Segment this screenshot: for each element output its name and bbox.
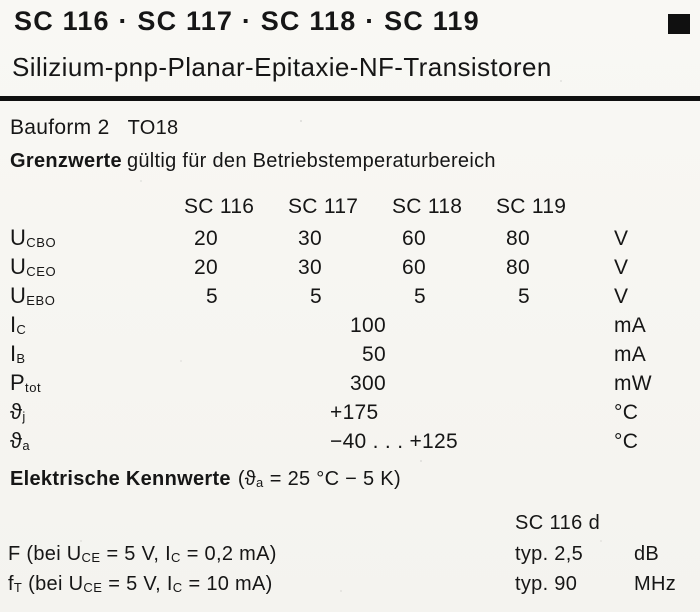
param-symbol-subscript: T	[13, 580, 23, 595]
condition-rest: = 25 °C − 5 K)	[263, 468, 401, 490]
symbol-subscript: B	[16, 351, 26, 366]
symbol-subscript: j	[22, 409, 26, 424]
limit-symbol	[10, 368, 176, 400]
symbol-subscript: CBO	[26, 235, 57, 250]
unit-label: V	[614, 285, 629, 308]
limit-value	[176, 224, 280, 253]
limit-symbol	[10, 397, 176, 429]
theta-symbol: ϑ	[10, 399, 23, 424]
theta-symbol: ϑ	[10, 428, 23, 453]
table-row-uebo	[10, 281, 694, 310]
unit-label: mA	[614, 314, 647, 337]
page-title: SC 116 · SC 117 · SC 118 · SC 119	[14, 6, 480, 36]
value-common: 100	[350, 314, 386, 337]
electrical-row-noise-figure	[8, 543, 694, 566]
limit-symbol	[10, 310, 176, 342]
column-header-sc117: SC 117	[288, 195, 359, 218]
unit-label: °C	[614, 430, 639, 453]
condition-subscript: a	[256, 475, 264, 490]
limit-value	[488, 224, 592, 253]
electrical-condition	[238, 468, 401, 490]
symbol-letter: I	[10, 341, 17, 366]
column-header-sc119: SC 119	[496, 195, 567, 218]
value-sc116: 5	[206, 285, 218, 308]
value-common: −40 . . . +125	[330, 430, 458, 453]
unit-label: mA	[614, 343, 647, 366]
symbol-subscript: C	[16, 322, 27, 337]
scan-noise	[300, 120, 302, 122]
limits-heading-bold: Grenzwerte	[10, 150, 122, 172]
limit-value	[176, 340, 592, 369]
limit-value	[488, 282, 592, 311]
value-sc116: 20	[194, 227, 218, 250]
condition-open: (ϑ	[237, 468, 257, 490]
limits-table	[10, 190, 694, 455]
bauform-label: Bauform 2	[10, 116, 110, 139]
limit-value	[488, 253, 592, 282]
page-subtitle: Silizium-pnp-Planar-Epitaxie-NF-Transistoren	[12, 52, 552, 82]
symbol-letter: U	[10, 225, 27, 250]
value-sc117: 30	[298, 227, 322, 250]
param-symbol: F	[8, 543, 21, 565]
value-sc118: 5	[414, 285, 426, 308]
value-common: +175	[330, 401, 379, 424]
label-text: (bei U	[22, 573, 84, 595]
limit-value	[384, 282, 488, 311]
limit-value	[176, 282, 280, 311]
limit-symbol	[10, 339, 176, 371]
table-row-ucbo	[10, 223, 694, 252]
limit-value	[176, 311, 592, 340]
label-text: = 5 V, I	[100, 543, 171, 565]
symbol-letter: I	[10, 312, 17, 337]
electrical-heading	[10, 468, 401, 491]
limit-symbol	[10, 252, 176, 284]
limit-value	[176, 253, 280, 282]
column-header-sc118: SC 118	[392, 195, 463, 218]
unit-label: dB	[634, 543, 660, 565]
electrical-heading-bold: Elektrische Kennwerte	[10, 468, 231, 490]
table-row-ptot	[10, 368, 694, 397]
header-divider	[0, 96, 700, 101]
limits-heading	[10, 150, 496, 173]
value-sc119: 5	[518, 285, 530, 308]
electrical-column-header: SC 116 d	[515, 512, 601, 534]
label-subscript: C	[172, 580, 183, 595]
limit-symbol	[10, 281, 176, 313]
value-sc118: 60	[402, 256, 426, 279]
table-row-theta-j	[10, 397, 694, 426]
symbol-subscript: tot	[24, 380, 42, 395]
electrical-row-transit-frequency	[8, 573, 694, 596]
table-row-uceo	[10, 252, 694, 281]
limit-value	[176, 427, 592, 456]
value-common: 300	[350, 372, 386, 395]
label-subscript: C	[170, 550, 181, 565]
param-value: typ. 90	[515, 573, 578, 595]
label-text: (bei U	[20, 543, 82, 565]
limit-value	[280, 224, 384, 253]
param-label	[8, 573, 273, 595]
unit-label: V	[614, 227, 629, 250]
value-common: 50	[362, 343, 386, 366]
unit-label: V	[614, 256, 629, 279]
limits-heading-rest: gültig für den Betriebstemperaturbereich	[126, 150, 496, 172]
unit-label: °C	[614, 401, 639, 424]
limit-value	[176, 369, 592, 398]
symbol-letter: P	[10, 370, 25, 395]
param-value: typ. 2,5	[515, 543, 583, 565]
limits-table-header	[10, 190, 694, 223]
bauform-line	[10, 116, 178, 140]
value-sc117: 5	[310, 285, 322, 308]
label-subscript: CE	[83, 580, 103, 595]
limit-value	[176, 398, 592, 427]
symbol-letter: U	[10, 254, 27, 279]
limit-value	[384, 253, 488, 282]
table-row-ib	[10, 339, 694, 368]
bauform-value: TO18	[127, 117, 179, 139]
param-label	[8, 543, 277, 565]
symbol-subscript: EBO	[26, 293, 56, 308]
unit-label: mW	[614, 372, 652, 395]
value-sc119: 80	[506, 227, 530, 250]
limit-symbol	[10, 426, 176, 458]
limit-symbol	[10, 223, 176, 255]
unit-label: MHz	[634, 573, 677, 595]
symbol-subscript: CEO	[26, 264, 57, 279]
column-header-sc116: SC 116	[184, 195, 255, 218]
limit-value	[280, 282, 384, 311]
value-sc116: 20	[194, 256, 218, 279]
param-symbol: f	[8, 573, 14, 595]
table-row-theta-a	[10, 426, 694, 455]
symbol-letter: U	[10, 283, 27, 308]
value-sc118: 60	[402, 227, 426, 250]
label-text: = 10 mA)	[182, 573, 273, 595]
label-text: = 0,2 mA)	[180, 543, 277, 565]
limit-value	[280, 253, 384, 282]
limit-value	[384, 224, 488, 253]
label-subscript: CE	[81, 550, 101, 565]
value-sc117: 30	[298, 256, 322, 279]
value-sc119: 80	[506, 256, 530, 279]
table-row-ic	[10, 310, 694, 339]
label-text: = 5 V, I	[102, 573, 173, 595]
symbol-subscript: a	[22, 438, 31, 453]
filled-square-icon	[668, 14, 690, 34]
